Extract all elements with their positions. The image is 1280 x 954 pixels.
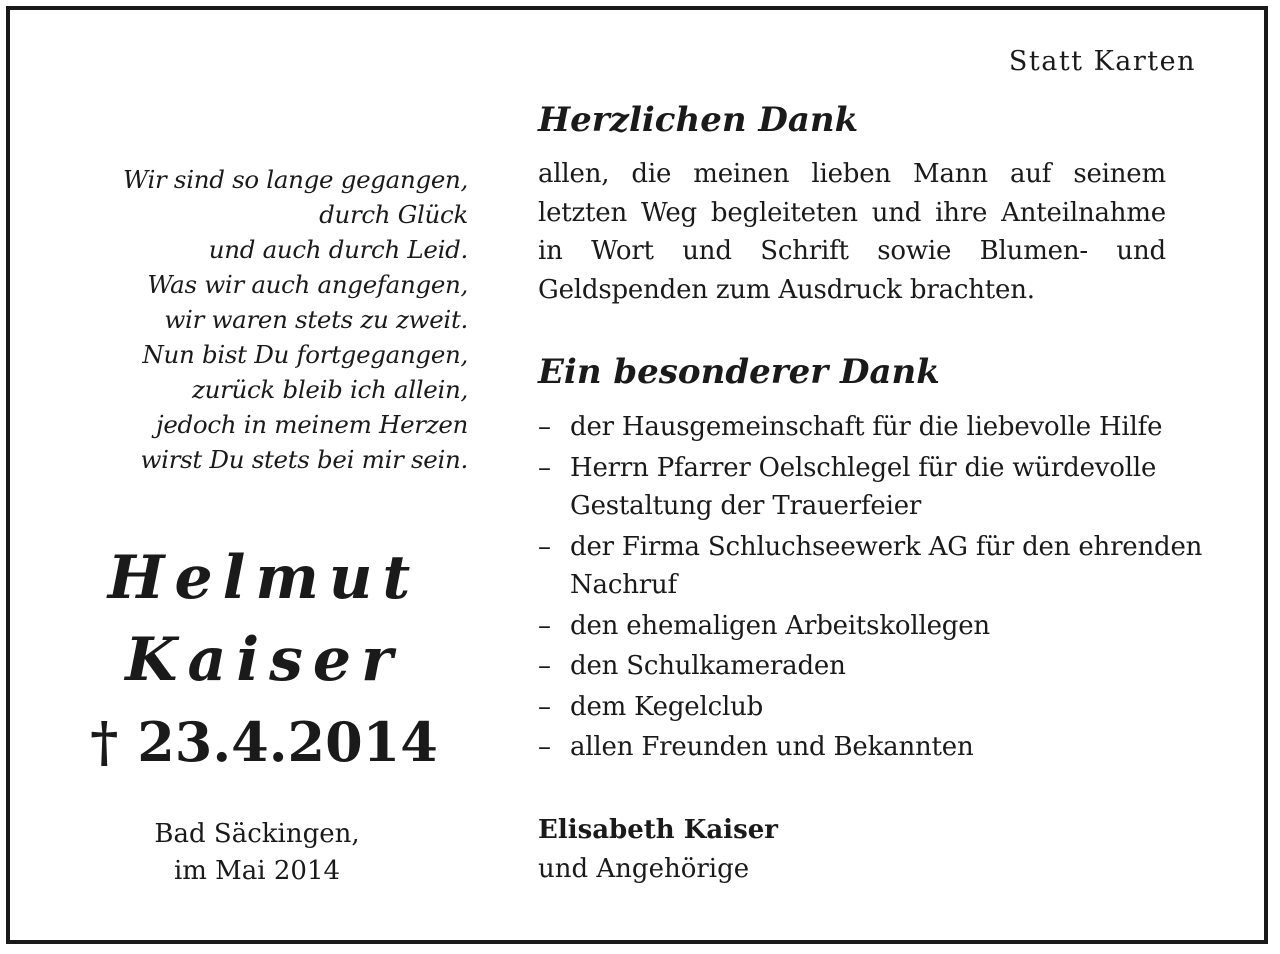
poem-line: durch Glück [319, 200, 468, 229]
poem-line: zurück bleib ich allein, [192, 375, 468, 404]
signature-name: Elisabeth Kaiser [538, 815, 778, 845]
statt-karten-label: Statt Karten [1008, 46, 1196, 77]
list-item-text: Herrn Pfarrer Oelschlegel für die würdevolle Gestaltung der Trauerfeier [570, 452, 1157, 521]
list-item [538, 688, 1238, 727]
paragraph-word: lieben [811, 159, 891, 189]
dash-icon: – [538, 531, 551, 562]
list-item [538, 647, 1238, 686]
thanks-paragraph [538, 155, 1166, 309]
poem-line: wir waren stets zu zweit. [164, 305, 468, 334]
paragraph-word: Blumen- [979, 236, 1088, 266]
paragraph-word: Anteilnahme [1001, 197, 1166, 228]
death-date-value: 23.4.2014 [137, 710, 438, 774]
dash-icon: – [538, 452, 551, 483]
thanks-paragraph-last-line: Geldspenden zum Ausdruck brachten. [538, 274, 1035, 305]
paragraph-word: Wort [591, 236, 654, 266]
poem-line: und auch durch Leid. [208, 235, 468, 264]
place-date [137, 816, 377, 890]
dash-icon: – [538, 412, 551, 442]
place: Bad Säckingen, [154, 819, 360, 849]
paragraph-word: begleiteten [710, 197, 858, 228]
poem-line: jedoch in meinem Herzen [156, 410, 468, 439]
paragraph-word: ihre [935, 197, 988, 228]
poem-line: Was wir auch angefangen, [147, 270, 468, 299]
list-item [538, 607, 1238, 646]
list-item [538, 728, 1238, 767]
list-item [538, 449, 1170, 526]
list-item [538, 408, 1238, 447]
list-item-text: der Hausgemeinschaft für die liebevolle Hilfe [570, 412, 1163, 442]
dash-icon: – [538, 610, 551, 641]
list-item-text: der Firma Schluchseewerk AG für den ehrenden Nachruf [570, 531, 1203, 600]
paragraph-word: allen, [538, 159, 610, 189]
poem-line: Wir sind so lange gegangen, [123, 165, 468, 194]
paragraph-word: meinen [693, 159, 790, 189]
signature-rest: und Angehörige [538, 854, 750, 884]
paragraph-word: und [682, 236, 732, 266]
paragraph-word: die [631, 159, 672, 189]
paragraph-word: sowie [877, 236, 952, 266]
death-date [84, 706, 444, 778]
paragraph-word: Mann [913, 159, 988, 189]
thanks-paragraph-line [538, 194, 1166, 233]
list-item-text: dem Kegelclub [570, 691, 764, 722]
thanks-paragraph-line [538, 155, 1166, 194]
dash-icon: – [538, 691, 551, 722]
dash-icon: – [538, 651, 551, 681]
dash-icon: – [538, 732, 551, 762]
poem [48, 162, 468, 477]
thanks-paragraph-line [538, 232, 1166, 271]
paragraph-word: Schrift [760, 236, 849, 266]
deceased-first-name: Helmut [107, 543, 421, 613]
paragraph-word: und [1116, 236, 1166, 266]
list-item [538, 528, 1250, 605]
poem-line: wirst Du stets bei mir sein. [140, 445, 468, 474]
thanks-heading: Herzlichen Dank [538, 100, 859, 140]
poem-line: Nun bist Du fortgegangen, [142, 340, 468, 369]
date: im Mai 2014 [173, 856, 341, 886]
paragraph-word: Weg [640, 197, 697, 228]
paragraph-word: in [538, 236, 563, 266]
cross-icon: † [90, 710, 119, 774]
paragraph-word: und [871, 197, 922, 228]
list-item-text: allen Freunden und Bekannten [570, 732, 974, 762]
deceased-last-name: Kaiser [125, 625, 403, 695]
special-thanks-list [538, 408, 1238, 769]
paragraph-word: auf [1009, 159, 1052, 189]
paragraph-word: seinem [1073, 159, 1166, 189]
special-thanks-heading: Ein besonderer Dank [538, 352, 940, 392]
list-item-text: den ehemaligen Arbeitskollegen [570, 610, 990, 641]
paragraph-word: letzten [538, 197, 628, 228]
list-item-text: den Schulkameraden [570, 651, 846, 681]
